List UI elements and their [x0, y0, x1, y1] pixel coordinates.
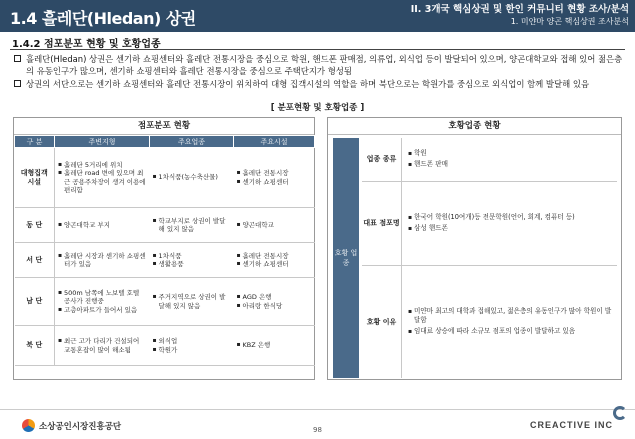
business-cell: [150, 243, 234, 278]
table-row: [362, 182, 617, 266]
brand-logo-icon: [613, 406, 627, 420]
business-cell: [150, 208, 234, 243]
table-row: [15, 208, 315, 243]
checkbox-square-icon: [14, 80, 21, 87]
list-item: ▪ 미얀마 최고의 대학과 접해있고, 젊은층의 유동인구가 많아 학원이 발달함: [408, 307, 613, 325]
list-item: ▪ 흘레단 road 변에 있으며 최근 공용주차장이 생겨 이용에 편리함: [58, 169, 147, 195]
distribution-table: [14, 135, 315, 366]
list-item: ▪ 흘레단 시장과 센기하 쇼핑센터가 있음: [58, 252, 147, 269]
page-number: 98: [313, 426, 322, 434]
list-item: ▪ 500m 남쪽에 노보텔 호텔 공사가 진행중: [58, 289, 147, 306]
summary-bullet-text: 상권의 서단으로는 센기하 쇼핑센터와 흘레단 전통시장이 위치하여 대형 집객시설의 역할을 하며 북단으로는 학원가를 중심으로 외식업이 함께 발달해 있음: [26, 79, 590, 89]
list-item: ▪ 흘레단 5거리에 위치: [58, 161, 147, 170]
table-header-row: [15, 136, 315, 148]
table-row: [15, 278, 315, 326]
summary-bullet: [14, 78, 626, 90]
facility-cell: [234, 243, 315, 278]
org-name: 소상공인시장진흥공단: [39, 422, 122, 432]
list-item: ▪ 1차식품: [153, 252, 231, 261]
row-label: 업종 종류: [362, 138, 402, 181]
list-item: ▪ 외식업: [153, 337, 231, 346]
panel-title: 호황업종 현황: [328, 118, 621, 135]
terrain-cell: [55, 148, 150, 208]
list-item: ▪ AGD 은행: [237, 293, 312, 302]
chapter-subtitle: II. 3개국 핵심상권 및 한인 커뮤니티 현황 조사/분석: [410, 4, 629, 15]
direction-cell: 남 단: [15, 278, 55, 326]
list-item: ▪ 아리랑 한식당: [237, 302, 312, 311]
direction-cell: 동 단: [15, 208, 55, 243]
column-header: 구 분: [15, 136, 55, 148]
business-cell: [150, 326, 234, 366]
checkbox-square-icon: [14, 55, 21, 62]
list-item: ▪ KBZ 은행: [237, 341, 312, 350]
list-item: ▪ 한국어 학원(10여개)등 전문학원(언어, 회계, 컴퓨터 등): [408, 213, 613, 222]
list-item: ▪ 최근 고가 다리가 건설되어 교통혼잡이 많이 해소됨: [58, 337, 147, 354]
list-item: ▪ 학원가: [153, 346, 231, 355]
row-values: [408, 182, 613, 265]
terrain-cell: [55, 243, 150, 278]
page-title: 1.4 흘레단(Hledan) 상권: [10, 9, 196, 28]
thriving-business-rows: [362, 138, 617, 378]
section-subtitle: 1. 미얀마 양곤 핵심상권 조사분석: [510, 17, 629, 26]
terrain-cell: [55, 208, 150, 243]
list-item: ▪ 흘레단 전통시장: [237, 252, 312, 261]
summary-bullet: [14, 53, 626, 77]
column-header: 주요업종: [150, 136, 234, 148]
list-item: ▪ 흘레단 전통시장: [237, 169, 312, 178]
facility-cell: [234, 208, 315, 243]
thriving-business-body: [328, 135, 621, 379]
side-label: 호황 업종: [333, 138, 359, 378]
summary-bullets: [14, 53, 626, 91]
footer-divider: [0, 409, 635, 410]
column-header: 주요시설: [234, 136, 315, 148]
list-item: ▪ 임대료 상승에 따라 소규모 점포의 업종이 발달하고 있음: [408, 327, 613, 336]
header-bar: [0, 0, 635, 32]
row-values: [408, 266, 613, 378]
table-row: [15, 243, 315, 278]
business-cell: [150, 148, 234, 208]
panel-title: 점포분포 현황: [14, 118, 314, 135]
column-header: 주변지형: [55, 136, 150, 148]
list-item: ▪ 학교부지로 상권이 발달해 있지 않음: [153, 217, 231, 234]
list-item: ▪ 센기하 쇼핑센터: [237, 178, 312, 187]
direction-cell: 서 단: [15, 243, 55, 278]
row-values: [408, 138, 613, 181]
list-item: ▪ 양곤대학교: [237, 221, 312, 230]
divider: [10, 49, 625, 50]
row-label: 호황 이유: [362, 266, 402, 378]
facility-cell: [234, 278, 315, 326]
terrain-cell: [55, 326, 150, 366]
list-item: ▪ 고층아파트가 들어서 있음: [58, 306, 147, 315]
list-item: ▪ 센기하 쇼핑센터: [237, 260, 312, 269]
facility-cell: [234, 326, 315, 366]
direction-cell: 북 단: [15, 326, 55, 366]
table-row: [15, 326, 315, 366]
figure-caption: [ 분포현황 및 호황업종 ]: [270, 103, 365, 113]
list-item: ▪ 양곤대학교 부지: [58, 221, 147, 230]
terrain-cell: [55, 278, 150, 326]
table-row: [362, 138, 617, 182]
table-row: [362, 266, 617, 378]
list-item: ▪ 삼성 핸드폰: [408, 224, 613, 233]
thriving-business-panel: [327, 117, 622, 380]
business-cell: [150, 278, 234, 326]
list-item: ▪ 1차식품(농수축산물): [153, 173, 231, 182]
section-heading: 1.4.2 점포분포 현황 및 호황업종: [12, 39, 161, 50]
list-item: ▪ 주거지역으로 상권이 발달해 있지 않음: [153, 293, 231, 310]
row-label: 대표 점포명: [362, 182, 402, 265]
direction-cell: 대형집객 시설: [15, 148, 55, 208]
table-row: [15, 148, 315, 208]
brand-name: CREACTIVE INC: [529, 420, 613, 430]
facility-cell: [234, 148, 315, 208]
list-item: ▪ 핸드폰 판매: [408, 160, 613, 169]
list-item: ▪ 학원: [408, 149, 613, 158]
summary-bullet-text: 흘레단(Hledan) 상권은 센기하 쇼핑센터와 흘레단 전통시장을 중심으로 학원, 핸드폰 판매점, 의류업, 외식업 등이 발달되어 있으며, 양곤대학교와 접해 있어 젊은층의 유동인구가 많으며, 센기하 쇼핑센터와 흘레단 전통시장을 중심으로 주택단지가 형성됨: [26, 54, 623, 76]
list-item: ▪ 생활용품: [153, 260, 231, 269]
store-distribution-panel: [13, 117, 315, 380]
